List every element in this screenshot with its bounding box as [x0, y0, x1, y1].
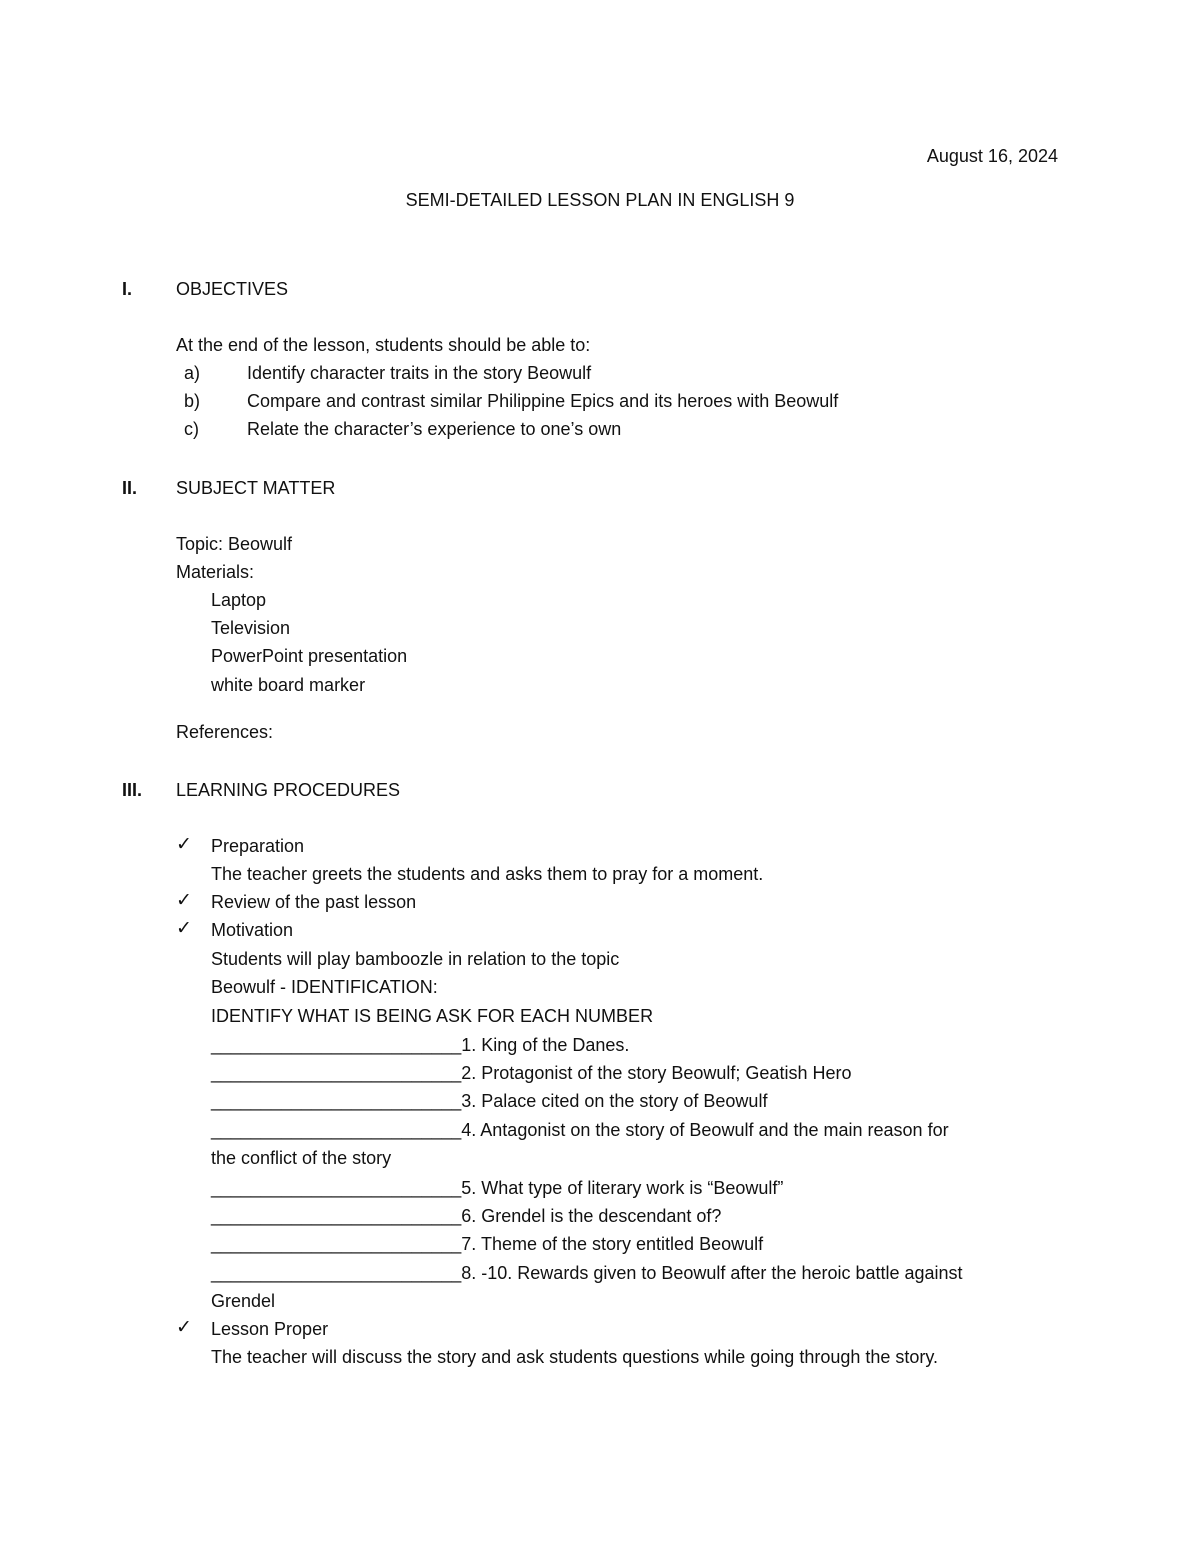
material-item: PowerPoint presentation: [211, 646, 408, 666]
material-item: Television: [211, 618, 291, 638]
objectives-intro: At the end of the lesson, students should be able to:: [176, 335, 591, 355]
objective-marker: c): [184, 419, 199, 439]
check-icon: ✓: [176, 834, 192, 855]
objective-item: Identify character traits in the story Beowulf: [247, 363, 592, 383]
procedure-text: Beowulf - IDENTIFICATION:: [211, 977, 438, 997]
section-heading-procedures: LEARNING PROCEDURES: [176, 780, 401, 800]
check-icon: ✓: [176, 1317, 192, 1338]
section-number-subject-matter: II.: [122, 478, 138, 498]
objective-marker: a): [184, 363, 201, 383]
quiz-item-continuation: the conflict of the story: [211, 1148, 392, 1168]
section-number-objectives: I.: [122, 279, 133, 299]
quiz-item: _________________________4. Antagonist on the story of Beowulf and the main reason for: [211, 1120, 949, 1140]
procedure-step-review: Review of the past lesson: [211, 892, 417, 912]
quiz-item-continuation: Grendel: [211, 1291, 276, 1311]
quiz-item: _________________________8. -10. Rewards given to Beowulf after the heroic battle against: [211, 1263, 963, 1283]
section-heading-objectives: OBJECTIVES: [176, 279, 289, 299]
topic-line: Topic: Beowulf: [176, 534, 293, 554]
section-number-procedures: III.: [122, 780, 143, 800]
references-label: References:: [176, 722, 274, 742]
document-title: SEMI-DETAILED LESSON PLAN IN ENGLISH 9: [405, 190, 795, 210]
objective-item: Compare and contrast similar Philippine Epics and its heroes with Beowulf: [247, 391, 839, 411]
objective-item: Relate the character’s experience to one’s own: [247, 419, 622, 439]
quiz-item: _________________________5. What type of literary work is “Beowulf”: [211, 1178, 784, 1198]
check-icon: ✓: [176, 890, 192, 911]
procedure-step-preparation: Preparation: [211, 836, 305, 856]
procedure-text: IDENTIFY WHAT IS BEING ASK FOR EACH NUMBER: [211, 1006, 654, 1026]
materials-label: Materials:: [176, 562, 255, 582]
section-heading-subject-matter: SUBJECT MATTER: [176, 478, 336, 498]
material-item: white board marker: [211, 675, 366, 695]
quiz-item: _________________________3. Palace cited on the story of Beowulf: [211, 1091, 768, 1111]
quiz-item: _________________________1. King of the Danes.: [211, 1035, 630, 1055]
document-date: August 16, 2024: [926, 146, 1058, 166]
objective-marker: b): [184, 391, 201, 411]
procedure-text: The teacher greets the students and asks them to pray for a moment.: [211, 864, 764, 884]
quiz-item: _________________________2. Protagonist of the story Beowulf; Geatish Hero: [211, 1063, 852, 1083]
quiz-item: _________________________6. Grendel is the descendant of?: [211, 1206, 722, 1226]
procedure-text: The teacher will discuss the story and ask students questions while going through the story.: [211, 1347, 939, 1367]
quiz-item: _________________________7. Theme of the story entitled Beowulf: [211, 1234, 764, 1254]
material-item: Laptop: [211, 590, 267, 610]
procedure-text: Students will play bamboozle in relation to the topic: [211, 949, 620, 969]
procedure-step-motivation: Motivation: [211, 920, 294, 940]
procedure-step-lesson-proper: Lesson Proper: [211, 1319, 329, 1339]
check-icon: ✓: [176, 918, 192, 939]
